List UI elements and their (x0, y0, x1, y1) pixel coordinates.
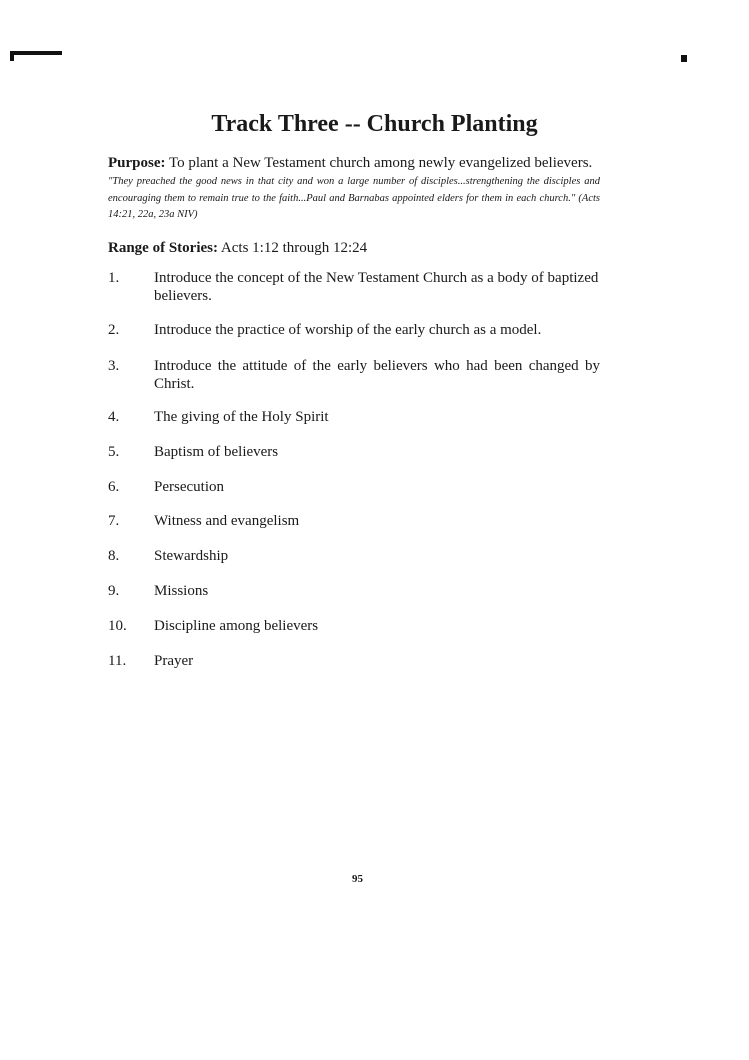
item-number: 6. (108, 479, 120, 495)
range-of-stories (108, 240, 367, 257)
scan-mark (10, 51, 14, 61)
item-number: 10. (108, 618, 127, 634)
item-number: 7. (108, 513, 120, 529)
item-number: 3. (108, 358, 120, 374)
page-number: 95 (352, 873, 363, 885)
item-text: Stewardship (154, 548, 229, 564)
item-number: 1. (108, 270, 120, 286)
purpose (108, 154, 608, 172)
item-text: Baptism of believers (154, 444, 279, 460)
item-number: 8. (108, 548, 120, 564)
page-title: Track Three -- Church Planting (211, 111, 538, 137)
item-text: Introduce the attitude of the early believers who had been changed by Christ. (154, 358, 600, 392)
purpose-text: To plant a New Testament church among newly evangelized believers. (168, 155, 593, 171)
item-number: 9. (108, 583, 120, 599)
scan-mark (10, 51, 62, 55)
purpose-quote: "They preached the good news in that city and won a large number of disciples...strengthening the disciples and encouraging them to remain true to the faith...Paul and Barnabas appointed elders for them in each church." (Acts 14:21, 22a, 23a NIV) (108, 176, 600, 220)
item-text: Witness and evangelism (154, 513, 300, 529)
range-label: Range of Stories: (108, 240, 218, 256)
scan-mark (681, 55, 687, 62)
item-text: Missions (154, 583, 209, 599)
item-text: Persecution (154, 479, 224, 495)
item-text: Discipline among believers (154, 618, 319, 634)
item-number: 4. (108, 409, 120, 425)
item-text: Introduce the practice of worship of the early church as a model. (154, 322, 542, 338)
item-text: Introduce the concept of the New Testament Church as a body of baptized believers. (154, 270, 599, 304)
item-number: 2. (108, 322, 120, 338)
item-text: The giving of the Holy Spirit (154, 409, 329, 425)
purpose-label: Purpose: (108, 155, 166, 171)
item-number: 11. (108, 653, 127, 669)
item-text: Prayer (154, 653, 194, 669)
range-text: Acts 1:12 through 12:24 (220, 240, 368, 256)
item-number: 5. (108, 444, 120, 460)
